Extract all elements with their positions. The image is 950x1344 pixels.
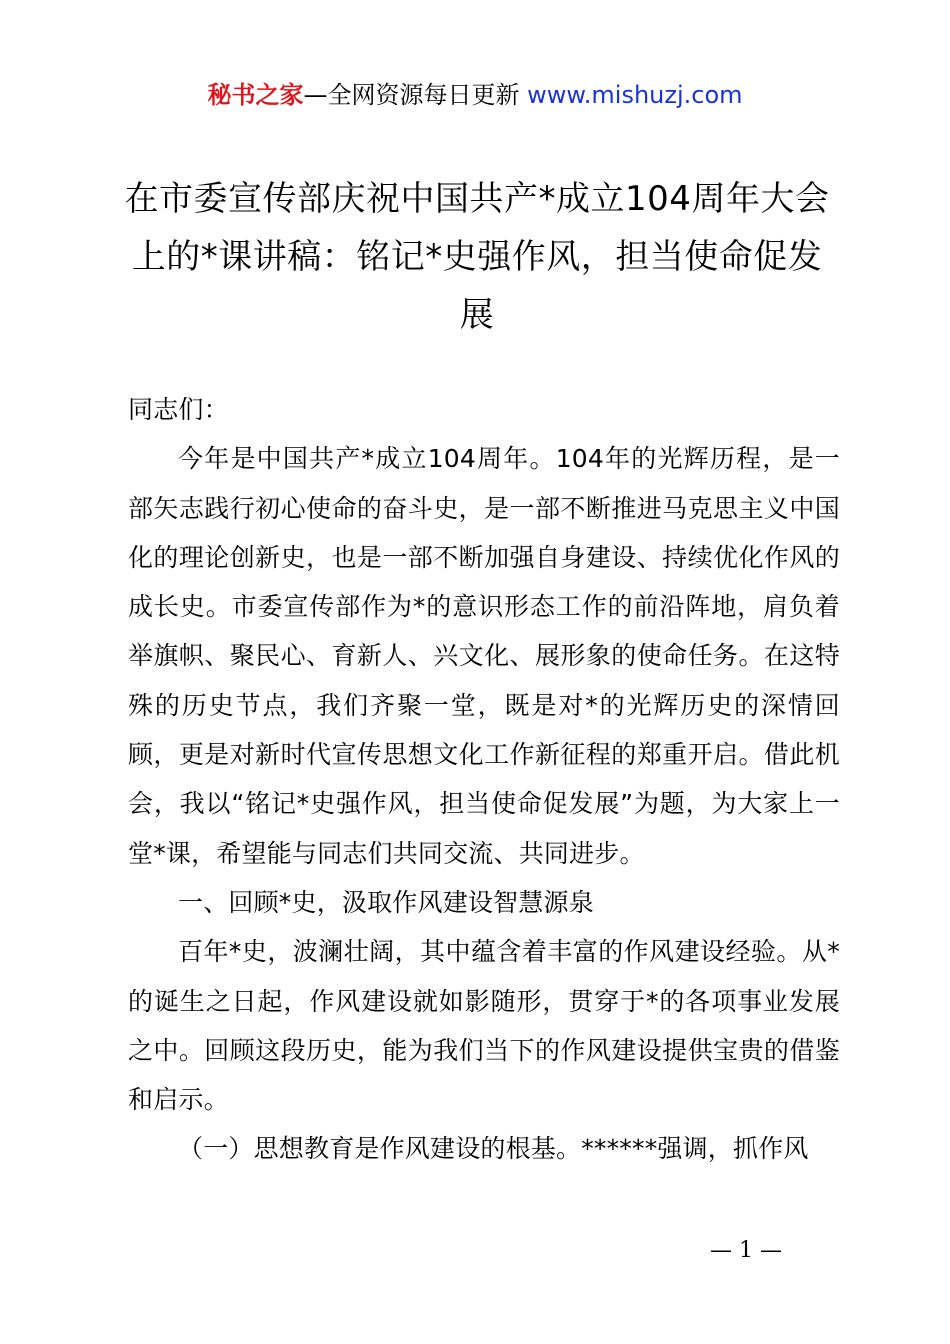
section-heading-1: 一、回顾*史，汲取作风建设智慧源泉 [178, 887, 594, 917]
brand-name: 秘书之家 [207, 81, 304, 109]
subsection-heading-1: （一）思想教育是作风建设的根基。******强调，抓作风 [178, 1134, 809, 1164]
page-number: — 1 — [710, 1238, 782, 1263]
site-url-link[interactable]: www.mishuzj.com [527, 81, 743, 109]
header-tagline: —全网资源每日更新 [303, 81, 520, 109]
salutation: 同志们： [128, 395, 229, 424]
paragraph-history: 百年*史，波澜壮阔，其中蕴含着丰富的作风建设经验。从*的诞生之日起，作风建设就如影随形，贯穿于*的各项事业发展之中。回顾这段历史，能为我们当下的作风建设提供宝贵的借鉴和启示。 [128, 937, 840, 1115]
document-title: 在市委宣传部庆祝中国共产*成立104周年大会上的*课讲稿：铭记*史强作风，担当使命促发展 [124, 179, 830, 335]
paragraph-intro: 今年是中国共产*成立104周年。104年的光辉历程，是一部矢志践行初心使命的奋斗史，是一部不断推进马克思主义中国化的理论创新史，也是一部不断加强自身建设、持续优化作风的成长史。市委宣传部作为*的意识形态工作的前沿阵地，肩负着举旗帜、聚民心、育新人、兴文化、展形象的使命任务。在这特殊的历史节点，我们齐聚一堂，既是对*的光辉历史的深情回顾，更是对新时代宣传思想文化工作新征程的郑重开启。借此机会，我以“铭记*史强作风，担当使命促发展”为题，为大家上一堂*课，希望能与同志们共同交流、共同进步。 [128, 444, 840, 868]
site-header [0, 78, 950, 112]
document-body [128, 385, 840, 1174]
